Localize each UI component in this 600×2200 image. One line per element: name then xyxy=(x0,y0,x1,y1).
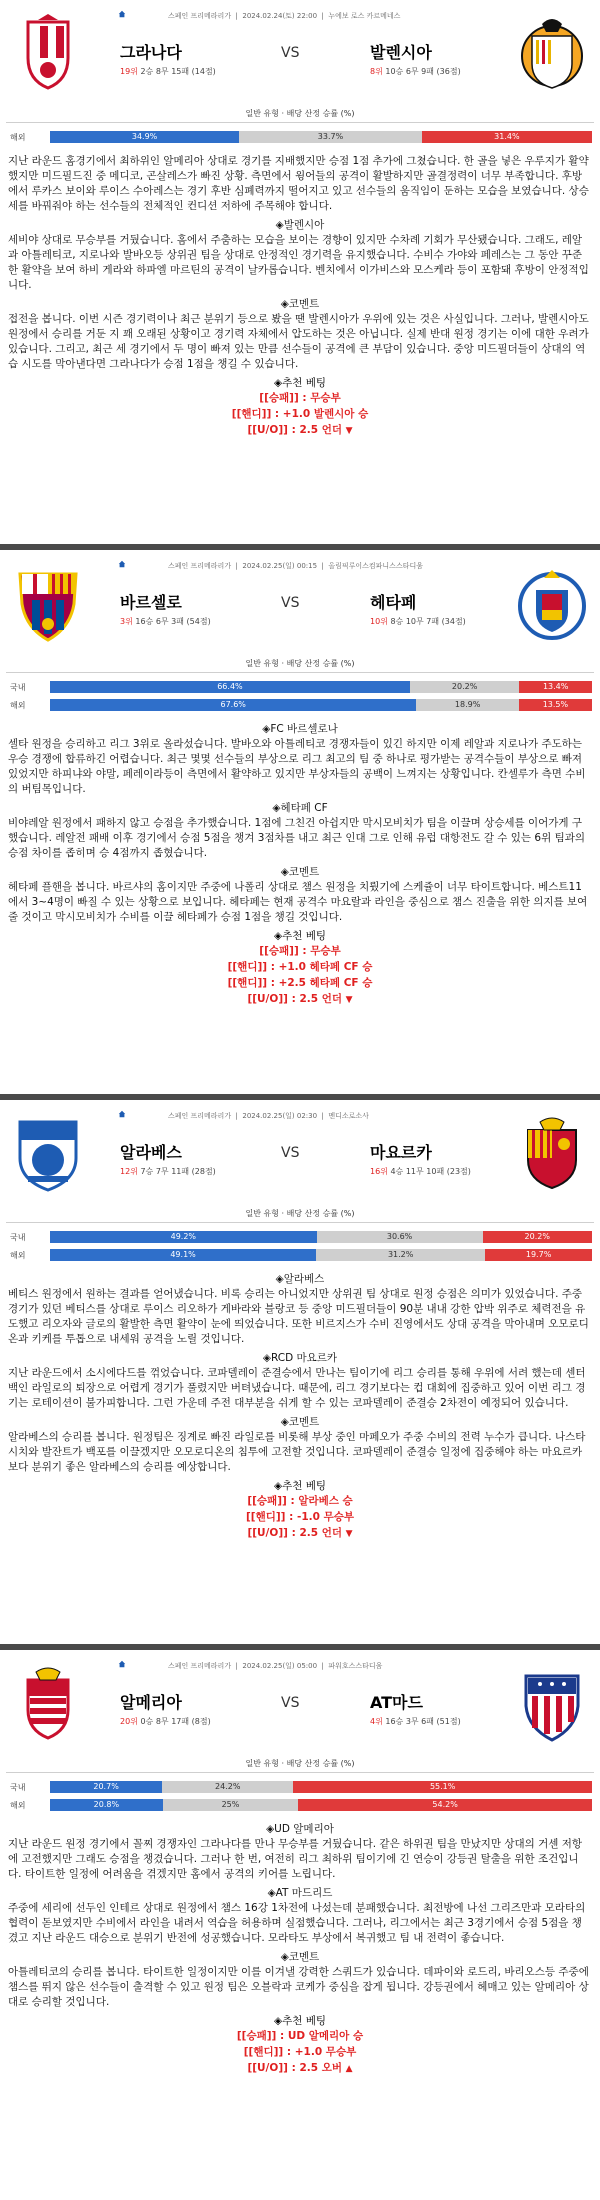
home-team-stats: 16승 6무 3패 (54점) xyxy=(135,617,211,626)
analysis-paragraph: 비야레알 원정에서 패하지 않고 승점을 추가했습니다. 1점에 그친건 아쉽지만 막시모비치가 팀을 이끌며 상승세를 이어가게 구했습니다. 레알전 패배 이후 경기에서 승점 5점을 챙겨 3점차를 내고 최근 인대 그로 인해 유럽 대항전도 갈 수 있는 6위 팀과의 승점 차이를 좁히며 승 4점까지 좁혔습니다. xyxy=(8,817,585,859)
odds-divider xyxy=(6,1222,594,1223)
odds-section-title: 일반 유형 · 배당 산정 승률 (%) xyxy=(245,109,355,118)
away-team-stats: 10승 6무 9패 (36점) xyxy=(385,67,461,76)
odds-draw-bar: 24.2% xyxy=(162,1781,293,1793)
match-meta: 스페인 프리메라리가 | 2024.02.25(일) 02:30 | 멘디소로소사 xyxy=(168,1112,369,1120)
match-meta-line xyxy=(0,556,600,572)
odds-section-title: 일반 유형 · 배당 산정 승률 (%) xyxy=(245,659,355,668)
pick-line: [[핸디]] : +1.0 헤타페 CF 승 xyxy=(227,961,373,973)
analysis-section-title: ◈UD 알메리아 xyxy=(266,1823,334,1835)
analysis-paragraph: 알라베스의 승리를 봅니다. 원정팀은 징계로 빠진 라일로를 비롯해 부상 중인 마페오가 주중 수비의 전력 누수가 큽니다. 나스타시치와 발잔트가 백포를 이끌겠지만 오모로디온의 침투에 고전할 것입니다. 코파델레이 준결승 일정에 집중해야 하는 마요르카 보다 분위기 좋은 알라베스의 승리를 예상합니다. xyxy=(8,1431,586,1473)
analysis-text xyxy=(8,1272,592,1542)
vs-label: VS xyxy=(281,1145,300,1161)
odds-draw-bar: 31.2% xyxy=(316,1249,485,1261)
away-team-rank: 8위 xyxy=(370,67,383,76)
home-icon xyxy=(118,560,126,568)
home-team-rank: 12위 xyxy=(120,1167,138,1176)
pick-direction-icon: ▼ xyxy=(345,995,353,1005)
analysis-text xyxy=(8,722,592,1008)
pick-line: [[U/O]] : 2.5 언더 ▼ xyxy=(247,1527,353,1539)
odds-home-win-bar: 49.1% xyxy=(50,1249,316,1261)
odds-home-win-bar: 20.7% xyxy=(50,1781,162,1793)
pick-line: [[U/O]] : 2.5 언더 ▼ xyxy=(247,993,353,1005)
home-team-logo xyxy=(8,14,88,94)
pick-line: [[핸디]] : -1.0 무승부 xyxy=(245,1511,355,1523)
odds-home-win-bar: 67.6% xyxy=(50,699,416,711)
away-team-name: 발렌시아 xyxy=(370,43,432,62)
odds-row-label: 국내 xyxy=(10,1233,26,1242)
away-team-logo xyxy=(512,1664,592,1744)
odds-bar xyxy=(50,681,592,693)
away-team-name: AT마드 xyxy=(370,1693,423,1712)
home-team-record xyxy=(120,66,216,77)
odds-row xyxy=(0,1778,600,1796)
odds-bar xyxy=(50,1781,592,1793)
analysis-section-title: ◈헤타페 CF xyxy=(272,802,328,814)
analysis-paragraph: 지난 라운드에서 소시에다드를 꺾었습니다. 코파델레이 준결승에서 만나는 팀이기에 리그 승리를 통해 우위에 서려 했는데 센터백인 라일로의 퇴장으로 어렵게 경기가 풀렸지만 버텨냈습니다. 때문에, 리그 경기보다는 컵 대회에 집중하고 있어 이번 리그 경기는 로테이션이 불가피합니다. 그런 가운데 주전 대부분을 쉬게 할 수 있는 코파델레이 준결승 2차전이 예정되어 있습니다. xyxy=(8,1367,586,1409)
analysis-section-title: ◈알라베스 xyxy=(275,1273,325,1285)
pick-section-title: ◈추천 베팅 xyxy=(274,1480,326,1492)
home-team-name: 알메리아 xyxy=(120,1693,182,1712)
match-card xyxy=(0,0,600,550)
odds-row xyxy=(0,1246,600,1264)
odds-bar xyxy=(50,1231,592,1243)
odds-draw-bar: 25% xyxy=(163,1799,299,1811)
pick-line: [[핸디]] : +2.5 헤타페 CF 승 xyxy=(227,977,373,989)
away-team-stats: 16승 3무 6패 (51점) xyxy=(385,1717,461,1726)
home-team-record xyxy=(120,1716,211,1727)
odds-away-win-bar: 13.5% xyxy=(519,699,592,711)
away-team-record xyxy=(370,616,466,627)
odds-row xyxy=(0,696,600,714)
analysis-paragraph: 접전을 봅니다. 이번 시즌 경기력이나 최근 분위기 등으로 봤을 땐 발렌시아가 우위에 있는 것은 사실입니다. 그러나, 발렌시아도 원정에서 승리를 거둔 지 꽤 오래된 상황이고 경기력 자체에서 압도하는 것은 아닙니다. 실제 반대 원정 경기는 이에 대한 우려가 있습니다. 그리고, 최근 세 경기에서 두 명이 빠져 있는 만큼 선수들이 공격에 큰 부담이 있습니다. 중앙 미드필더들이 상대의 역습 시도를 막아낸다면 그라나다가 승점 1점을 챙길 수 있습니다. xyxy=(8,313,589,370)
home-team-logo xyxy=(8,1664,88,1744)
odds-draw-bar: 18.9% xyxy=(416,699,518,711)
analysis-section-title: ◈RCD 마요르카 xyxy=(262,1352,338,1364)
home-icon xyxy=(118,10,126,18)
pick-line: [[승패]] : 알라베스 승 xyxy=(247,1495,353,1507)
pick-direction-icon: ▼ xyxy=(345,426,353,436)
pick-direction-icon: ▲ xyxy=(345,2064,353,2074)
home-team-rank: 20위 xyxy=(120,1717,138,1726)
analysis-paragraph: 셀타 원정을 승리하고 리그 3위로 올라섰습니다. 발바오와 아틀레티코 경쟁자들이 있긴 하지만 이제 레알과 지로나가 주도하는 우승 경쟁에 합류하긴 어렵습니다. 최근 몇몇 선수들의 부상으로 리그 최고의 팀 중 하나로 평가받는 공격수들이 부상으로 빠져있었지만 하피냐와 야말, 페레이라등이 측면에서 활약하고 있지만 부상자들의 공백이 느껴지는 상황입니다. 칸셀루가 측면 수비의 버팀목입니다. xyxy=(8,738,586,795)
away-team-name: 마요르카 xyxy=(370,1143,432,1162)
analysis-paragraph: 주중에 세리에 선두인 인테르 상대로 원정에서 챔스 16강 1차전에 나섰는데 분패했습니다. 최전방에 나선 그리즈만과 모라타의 협력이 돋보였지만 수비에서 라인을 내려서 역습을 허용하며 실점했습니다. 그러나, 리그에서는 최근 3경기에서 승점 5점을 챙겼고 지난 라운드 대승으로 분위기 반전에 성공했습니다. 모라타도 부상에서 복귀했고 팀 내 전력이 좋습니다. xyxy=(8,1902,586,1944)
odds-away-win-bar: 31.4% xyxy=(422,131,592,143)
odds-row-label: 해외 xyxy=(10,1801,26,1810)
match-meta-line xyxy=(0,6,600,22)
pick-line: [[핸디]] : +1.0 발렌시아 승 xyxy=(231,408,369,420)
pick-direction-icon: ▼ xyxy=(345,1529,353,1539)
home-team-name: 알라베스 xyxy=(120,1143,182,1162)
match-meta: 스페인 프리메라리가 | 2024.02.25(일) 00:15 | 올림픽루이스컴파니스스타디움 xyxy=(168,562,423,570)
odds-draw-bar: 33.7% xyxy=(239,131,422,143)
match-meta: 스페인 프리메라리가 | 2024.02.24(토) 22:00 | 누에보 로스 카르메네스 xyxy=(168,12,401,20)
analysis-paragraph: 헤타페 플핸을 봅니다. 바르샤의 홈이지만 주중에 나폴리 상대로 챔스 원정을 치뤘기에 스케쥴이 너무 타이트합니다. 베스트11에서 3~4명이 빠질 수 있는 상황으로 보입니다. 헤타페는 현재 공격수 마요랄과 라인을 중심으로 챔스 진출을 위한 의지를 보여줄 것이고 막시모비치가 수비를 이끌 헤타페가 승점 1점을 챙길 것입니다. xyxy=(8,881,588,923)
odds-row xyxy=(0,1796,600,1814)
match-meta-line xyxy=(0,1106,600,1122)
odds-bar xyxy=(50,699,592,711)
home-team-rank: 19위 xyxy=(120,67,138,76)
odds-away-win-bar: 20.2% xyxy=(483,1231,592,1243)
odds-away-win-bar: 13.4% xyxy=(519,681,592,693)
odds-row-label: 해외 xyxy=(10,701,26,710)
odds-home-win-bar: 34.9% xyxy=(50,131,239,143)
match-card xyxy=(0,1650,600,2200)
match-meta-line xyxy=(0,1656,600,1672)
pick-line: [[승패]] : UD 알메리아 승 xyxy=(236,2030,364,2042)
analysis-section-title: ◈코멘트 xyxy=(280,298,320,310)
away-team-record xyxy=(370,1716,461,1727)
home-icon xyxy=(118,1660,126,1668)
odds-row xyxy=(0,1228,600,1246)
away-team-name: 헤타페 xyxy=(370,593,417,612)
analysis-section-title: ◈코멘트 xyxy=(280,866,320,878)
odds-divider xyxy=(6,122,594,123)
pick-line: [[U/O]] : 2.5 오버 ▲ xyxy=(247,2062,353,2074)
odds-row-label: 국내 xyxy=(10,683,26,692)
odds-bar xyxy=(50,1249,592,1261)
analysis-paragraph: 아틀레티코의 승리를 봅니다. 타이트한 일정이지만 이를 이겨낼 강력한 스쿼드가 있습니다. 데파이와 로드리, 바리오스등 주중에 챔스를 뛰지 않은 선수들이 출격할 수 있고 원정 팀은 오블락과 코케가 중심을 잡게 됩니다. 강등권에서 헤매고 있는 알메리아 상대로 승리할 것입니다. xyxy=(8,1966,589,2008)
pick-section-title: ◈추천 베팅 xyxy=(274,377,326,389)
odds-bar xyxy=(50,1799,592,1811)
away-team-record xyxy=(370,66,461,77)
vs-label: VS xyxy=(281,45,300,61)
odds-row xyxy=(0,128,600,146)
odds-row xyxy=(0,678,600,696)
away-team-logo xyxy=(512,1114,592,1194)
odds-divider xyxy=(6,672,594,673)
odds-section-title: 일반 유형 · 배당 산정 승률 (%) xyxy=(245,1759,355,1768)
pick-line: [[핸디]] : +1.0 무승부 xyxy=(243,2046,357,2058)
pick-line: [[승패]] : 무승부 xyxy=(259,945,341,957)
analysis-paragraph: 베티스 원정에서 원하는 결과를 얻어냈습니다. 비록 승리는 아니었지만 상위권 팀 상대로 원정 승점은 의미가 있었습니다. 주중 경기가 있던 베티스를 상대로 루이스 리오하가 게바라와 블랑코 등 중앙 미드필더들이 90분 내내 강한 압박 위주로 체력전을 유도했고 리오자와 글로의 활발한 측면 활약이 눈에 띄었습니다. 또한 비르지스가 수비 진영에서도 상대 공격을 막아내며 오모로디온과 키케를 투톱으로 내세워 공격을 노릴 것입니다. xyxy=(8,1288,589,1345)
analysis-text xyxy=(8,1822,592,2077)
analysis-section-title: ◈코멘트 xyxy=(280,1951,320,1963)
home-team-name: 바르셀로 xyxy=(120,593,182,612)
odds-home-win-bar: 49.2% xyxy=(50,1231,317,1243)
odds-draw-bar: 20.2% xyxy=(410,681,519,693)
match-card xyxy=(0,1100,600,1650)
odds-divider xyxy=(6,1772,594,1773)
analysis-section-title: ◈발렌시아 xyxy=(275,219,325,231)
away-team-logo xyxy=(512,14,592,94)
analysis-section-title: ◈FC 바르셀로나 xyxy=(262,723,338,735)
odds-row-label: 국내 xyxy=(10,1783,26,1792)
pick-section-title: ◈추천 베팅 xyxy=(274,2015,326,2027)
odds-section-title: 일반 유형 · 배당 산정 승률 (%) xyxy=(245,1209,355,1218)
odds-row-label: 해외 xyxy=(10,133,26,142)
home-team-record xyxy=(120,1166,216,1177)
away-team-rank: 16위 xyxy=(370,1167,388,1176)
home-team-logo xyxy=(8,1114,88,1194)
analysis-paragraph: 세비야 상대로 무승부를 거뒀습니다. 홈에서 주춤하는 모습을 보이는 경향이 있지만 수차례 기회가 무산됐습니다. 그래도, 레알과 아틀레티코, 지로나와 발바오등 상위권 팀을 상대로 안정적인 경기력을 유지했습니다. 수비수 가야와 페레스는 그 동안 꾸준한 활약을 보여 하비 게라와 하파엘 마르틴의 공격이 날카롭습니다. 벤치에서 이가비스와 모스케라 등이 포함돼 후방이 안정적입니다. xyxy=(8,234,589,291)
away-team-stats: 8승 10무 7패 (34점) xyxy=(390,617,466,626)
pick-section-title: ◈추천 베팅 xyxy=(274,930,326,942)
odds-bar xyxy=(50,131,592,143)
vs-label: VS xyxy=(281,1695,300,1711)
odds-away-win-bar: 54.2% xyxy=(298,1799,592,1811)
away-team-rank: 10위 xyxy=(370,617,388,626)
home-team-stats: 2승 8무 15패 (14점) xyxy=(140,67,216,76)
home-team-stats: 0승 8무 17패 (8점) xyxy=(140,1717,211,1726)
odds-away-win-bar: 19.7% xyxy=(485,1249,592,1261)
analysis-paragraph: 지난 라운드 원정 경기에서 꼴찌 경쟁자인 그라나다를 만나 무승부를 거뒀습니다. 같은 하위권 팀을 만났지만 상대의 거센 저항에 고전했지만 그래도 승점을 챙겼습니다. 그러나 한 번, 여전히 리그 최하위 팀이기에 긴 연승이 강등권 탈출을 위한 조건입니다. 타이트한 일정에 어려움을 겪겠지만 홈에서 공격의 키어를 노립니다. xyxy=(8,1838,583,1880)
odds-home-win-bar: 66.4% xyxy=(50,681,410,693)
match-meta: 스페인 프리메라리가 | 2024.02.25(일) 05:00 | 파워호스스타디움 xyxy=(168,1662,383,1670)
analysis-paragraph: 지난 라운드 홈경기에서 최하위인 알메리아 상대로 경기를 지배했지만 승점 1점 추가에 그쳤습니다. 한 골을 넣은 우루지가 활약했지만 미드필드진 중 메디코, 곤살레스가 빠진 상황. 측면에서 윙어들의 공격이 활발하지만 골결정력이 너무 부족합니다. 후방에서 루카스 보이와 루이스 수아레스는 경기 후반 심폐력까지 떨어지고 있고 선수들의 움직임이 둔하는 모습을 보였습니다. 상승세를 바꿔줘야 하는 선수들의 전체적인 컨디션 저하에 주목해야 합니다. xyxy=(8,155,589,212)
odds-row-label: 해외 xyxy=(10,1251,26,1260)
home-team-logo xyxy=(8,564,88,644)
pick-line: [[승패]] : 무승부 xyxy=(259,392,341,404)
home-team-name: 그라나다 xyxy=(120,43,182,62)
pick-line: [[U/O]] : 2.5 언더 ▼ xyxy=(247,424,353,436)
away-team-record xyxy=(370,1166,471,1177)
home-team-rank: 3위 xyxy=(120,617,133,626)
home-team-record xyxy=(120,616,211,627)
home-icon xyxy=(118,1110,126,1118)
odds-home-win-bar: 20.8% xyxy=(50,1799,163,1811)
analysis-section-title: ◈AT 마드리드 xyxy=(267,1887,333,1899)
away-team-logo xyxy=(512,564,592,644)
home-team-stats: 7승 7무 11패 (28점) xyxy=(140,1167,216,1176)
analysis-section-title: ◈코멘트 xyxy=(280,1416,320,1428)
away-team-stats: 4승 11무 10패 (23점) xyxy=(390,1167,471,1176)
away-team-rank: 4위 xyxy=(370,1717,383,1726)
match-card xyxy=(0,550,600,1100)
analysis-text xyxy=(8,154,592,439)
odds-away-win-bar: 55.1% xyxy=(293,1781,592,1793)
odds-draw-bar: 30.6% xyxy=(317,1231,483,1243)
vs-label: VS xyxy=(281,595,300,611)
